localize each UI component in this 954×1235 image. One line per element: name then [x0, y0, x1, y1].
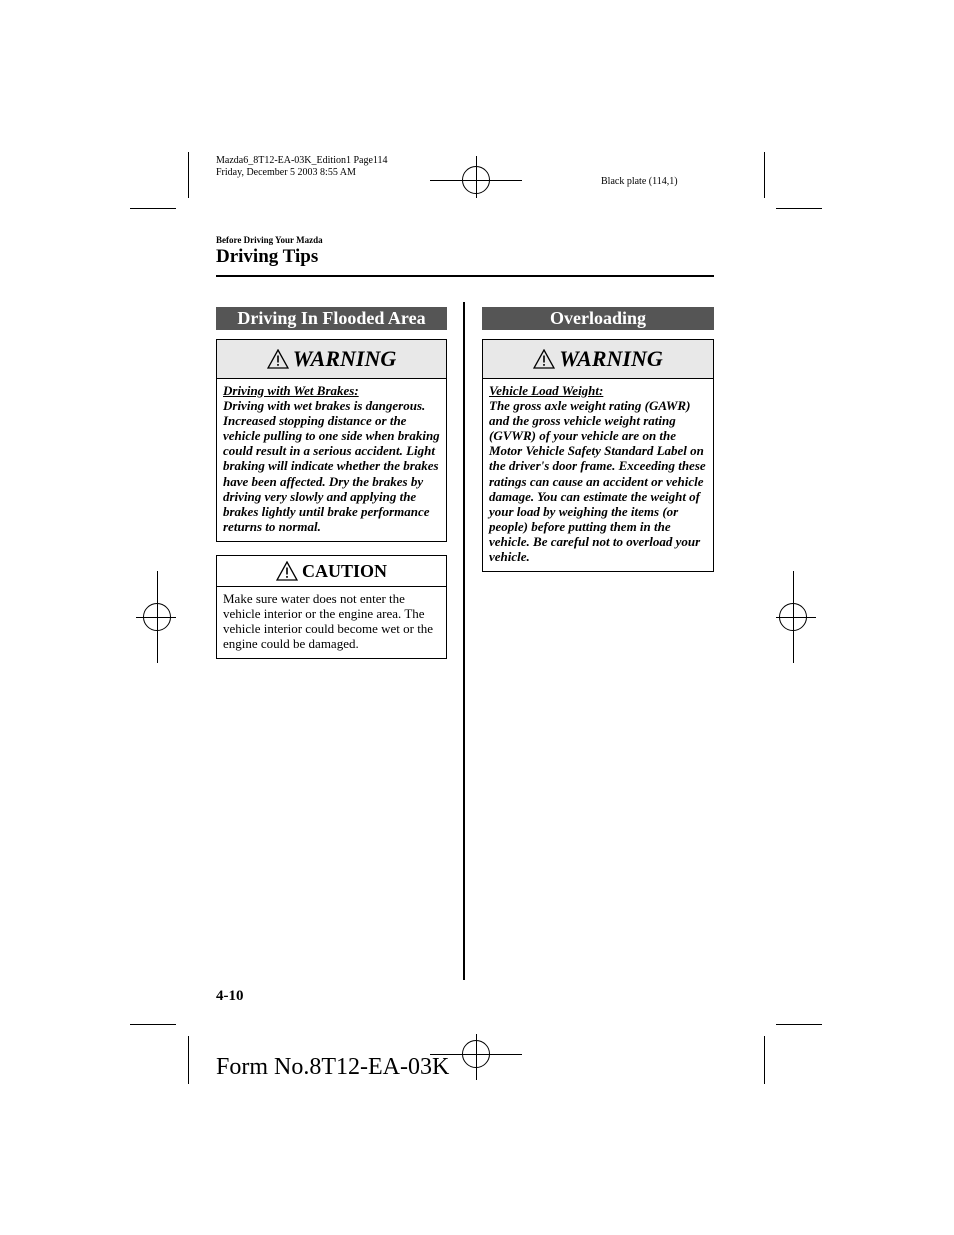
- plate-info: Black plate (114,1): [601, 176, 678, 187]
- warning-triangle-icon: [533, 349, 555, 369]
- warning-box-load-weight: [482, 339, 714, 572]
- caution-title: CAUTION: [301, 560, 387, 581]
- warning-text: Driving with wet brakes is dangerous. Increased stopping distance or the vehicle pulling to one side when braking could result in a serious accident. Light braking will indicate whether the brakes have been affected. Dry the brakes by driving very slowly and applying the brakes lightly until brake performance returns to normal.: [223, 398, 440, 534]
- file-info-line2: Friday, December 5 2003 8:55 AM: [216, 167, 356, 178]
- warning-subtitle: Driving with Wet Brakes:: [223, 383, 359, 398]
- column-divider: [463, 302, 465, 980]
- warning-body: [483, 379, 713, 564]
- warning-header: [217, 340, 446, 379]
- warning-box-wet-brakes: [216, 339, 447, 542]
- caution-triangle-icon: [276, 561, 298, 581]
- warning-body: [217, 379, 446, 534]
- header-rule: [216, 275, 714, 277]
- warning-triangle-icon: [267, 349, 289, 369]
- warning-text: The gross axle weight rating (GAWR) and the gross vehicle weight rating (GVWR) of your vehicle are on the Motor Vehicle Safety Standard Label on the driver's door frame. Exceeding these ratings can cause an accident or vehicle damage. You can estimate the weight of your load by weighing the items (or people) before putting them in the vehicle. Be careful not to overload your vehicle.: [489, 398, 706, 565]
- file-info: [216, 155, 388, 179]
- page-number: 4-10: [216, 988, 244, 1004]
- warning-title: WARNING: [559, 346, 663, 371]
- warning-title: WARNING: [292, 346, 397, 371]
- running-head: Before Driving Your Mazda: [216, 235, 323, 245]
- file-info-line1: Mazda6_8T12-EA-03K_Edition1 Page114: [216, 155, 388, 166]
- heading-overloading: Overloading: [482, 307, 714, 330]
- caution-header: [217, 556, 446, 587]
- section-title: Driving Tips: [216, 246, 319, 267]
- caution-box-water: [216, 555, 447, 659]
- warning-subtitle: Vehicle Load Weight:: [489, 383, 604, 398]
- form-number: Form No.8T12-EA-03K: [216, 1054, 450, 1080]
- caution-body: [217, 587, 446, 651]
- heading-driving-in-flooded-area: Driving In Flooded Area: [216, 307, 447, 330]
- warning-header: [483, 340, 713, 379]
- caution-text: Make sure water does not enter the vehicle interior or the engine area. The vehicle interior could become wet or the engine could be damaged.: [223, 591, 434, 652]
